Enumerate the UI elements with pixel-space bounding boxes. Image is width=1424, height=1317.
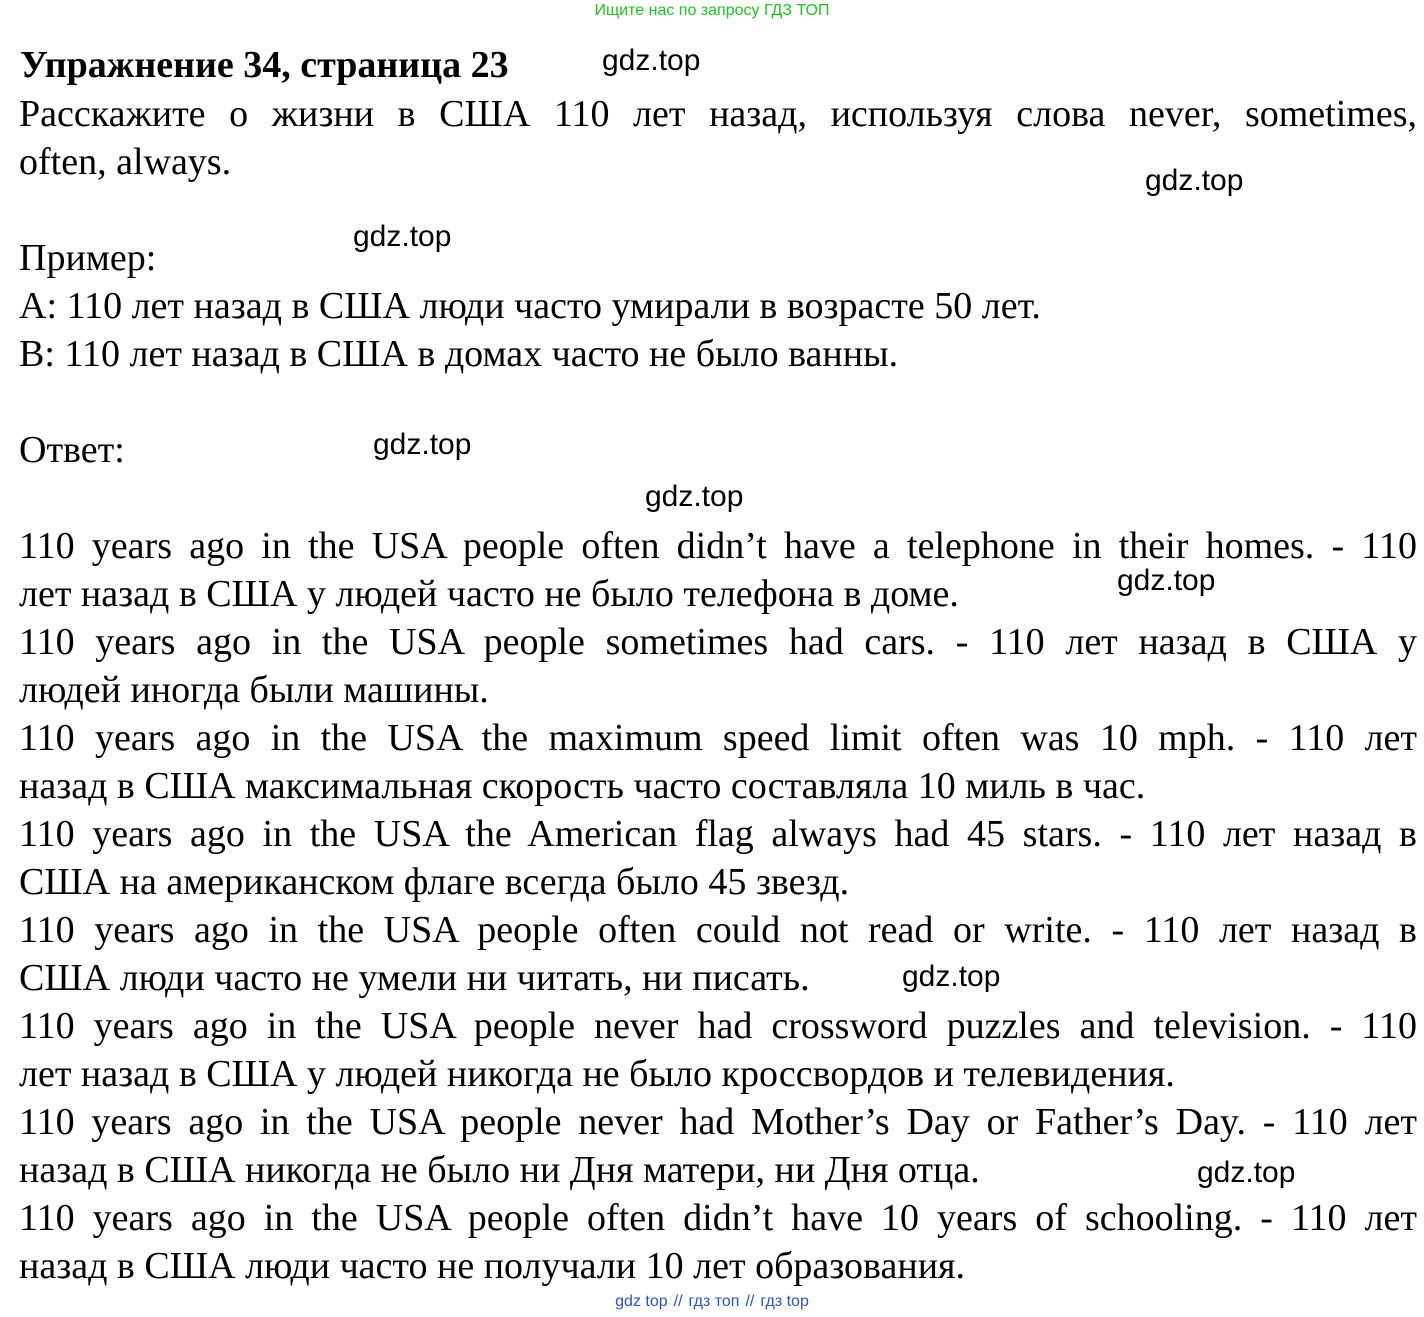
answer-line: 110 years ago in the USA people often didn’t have a telephone in their homes. - 110 bbox=[19, 525, 1417, 567]
watermark: gdz.top bbox=[1197, 1156, 1296, 1189]
answer-line: людей иногда были машины. bbox=[19, 669, 489, 711]
footer-separator: // bbox=[673, 1293, 683, 1310]
footer-link[interactable]: gdz top bbox=[615, 1293, 668, 1310]
answer-line: 110 years ago in the USA people never had crossword puzzles and television. - 110 bbox=[19, 1005, 1417, 1047]
answer-line: 110 years ago in the USA people often didn’t have 10 years of schooling. - 110 лет bbox=[19, 1197, 1417, 1239]
footer-separator: // bbox=[745, 1293, 755, 1310]
task-line: Расскажите о жизни в США 110 лет назад, используя слова never, sometimes, bbox=[19, 93, 1417, 135]
example-label: Пример: bbox=[19, 237, 157, 279]
answer-line: лет назад в США у людей часто не было телефона в доме. bbox=[19, 573, 959, 615]
example-line: В: 110 лет назад в США в домах часто не было ванны. bbox=[19, 333, 899, 375]
answer-line: назад в США никогда не было ни Дня матери, ни Дня отца. bbox=[19, 1149, 980, 1191]
footer-link[interactable]: гдз top bbox=[760, 1293, 809, 1310]
answer-line: 110 years ago in the USA the maximum speed limit often was 10 mph. - 110 лет bbox=[19, 717, 1417, 759]
example-line: А: 110 лет назад в США люди часто умирали в возрасте 50 лет. bbox=[19, 285, 1041, 327]
answer-line: назад в США люди часто не получали 10 лет образования. bbox=[19, 1245, 966, 1287]
watermark: gdz.top bbox=[1117, 564, 1216, 597]
footer-link[interactable]: гдз топ bbox=[688, 1293, 740, 1310]
page-title: Упражнение 34, страница 23 bbox=[20, 44, 509, 86]
answer-line: 110 years ago in the USA people often could not read or write. - 110 лет назад в bbox=[19, 909, 1417, 951]
footer-links bbox=[0, 1293, 1424, 1311]
answer-line: лет назад в США у людей никогда не было кроссвордов и телевидения. bbox=[19, 1053, 1175, 1095]
watermark: gdz.top bbox=[1145, 164, 1244, 197]
answer-line: назад в США максимальная скорость часто составляла 10 миль в час. bbox=[19, 765, 1146, 807]
watermark: gdz.top bbox=[602, 44, 701, 77]
watermark: gdz.top bbox=[353, 220, 452, 253]
answer-line: 110 years ago in the USA people never had Mother’s Day or Father’s Day. - 110 лет bbox=[19, 1101, 1417, 1143]
answer-line: 110 years ago in the USA the American flag always had 45 stars. - 110 лет назад в bbox=[19, 813, 1417, 855]
answer-label-text: Ответ: bbox=[19, 429, 125, 471]
answer-line: США люди часто не умели ни читать, ни писать. bbox=[19, 957, 810, 999]
example-block bbox=[19, 234, 1417, 378]
answer-line: 110 years ago in the USA people sometimes had cars. - 110 лет назад в США у bbox=[19, 621, 1417, 663]
task-line: often, always. bbox=[19, 141, 232, 183]
watermark: gdz.top bbox=[902, 960, 1001, 993]
answer-line: США на американском флаге всегда было 45 звезд. bbox=[19, 861, 850, 903]
watermark: gdz.top bbox=[373, 428, 472, 461]
top-banner[interactable]: Ищите нас по запросу ГДЗ ТОП bbox=[594, 2, 830, 19]
watermark: gdz.top bbox=[645, 480, 744, 513]
answer-label bbox=[19, 426, 1417, 474]
